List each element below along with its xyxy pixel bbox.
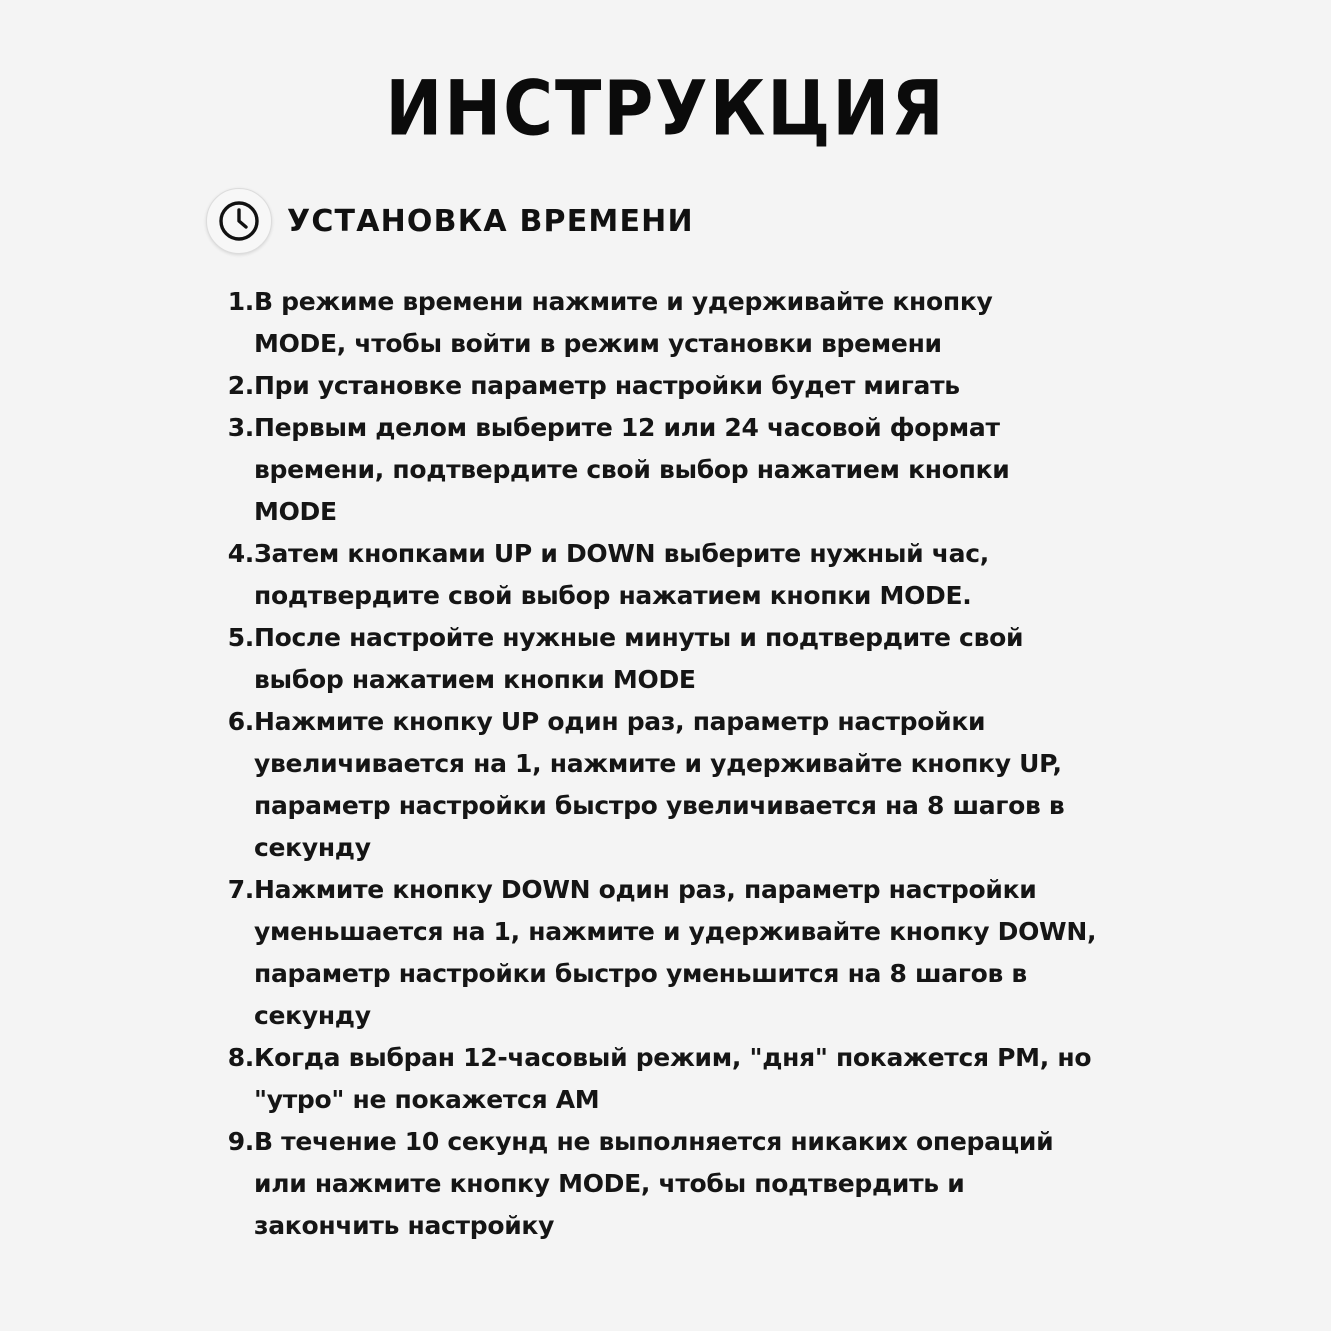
step-line: выбор нажатием кнопки MODE [254,665,696,694]
step-line: подтвердите свой выбор нажатием кнопки MODE. [254,581,972,610]
step-line: MODE [254,497,337,526]
step-text [254,617,1151,701]
step-line: В режиме времени нажмите и удерживайте кнопку [254,287,993,316]
section-header [206,187,694,255]
instruction-steps [206,281,1151,1247]
step-item [206,281,1151,365]
step-item [206,701,1151,869]
section-title: УСТАНОВКА ВРЕМЕНИ [287,203,694,239]
step-number: 9. [227,1127,254,1156]
step-line: В течение 10 секунд не выполняется никаких операций [254,1127,1054,1156]
step-text [254,1037,1151,1121]
step-line: уменьшается на 1, нажмите и удерживайте кнопку DOWN, [254,917,1097,946]
step-item [206,365,1151,407]
step-line: секунду [254,833,371,862]
step-line: параметр настройки быстро увеличивается на 8 шагов в [254,791,1065,820]
step-number: 7. [227,875,254,904]
step-number: 3. [227,413,254,442]
step-line: времени, подтвердите свой выбор нажатием кнопки [254,455,1010,484]
step-line: "утро" не покажется AM [254,1085,600,1114]
step-text [254,869,1151,1037]
step-line: секунду [254,1001,371,1030]
step-number: 1. [227,287,254,316]
step-line: При установке параметр настройки будет мигать [254,371,960,400]
step-number: 4. [227,539,254,568]
step-text [254,281,1151,365]
page-title: ИНСТРУКЦИЯ [385,65,946,154]
step-line: MODE, чтобы войти в режим установки времени [254,329,942,358]
step-number: 5. [227,623,254,652]
step-text [254,533,1151,617]
step-text [254,1121,1151,1247]
clock-icon [206,188,272,254]
step-text [254,365,1151,407]
step-item [206,1037,1151,1121]
step-item [206,869,1151,1037]
step-line: закончить настройку [254,1211,555,1240]
step-line: Затем кнопками UP и DOWN выберите нужный час, [254,539,989,568]
step-item [206,533,1151,617]
step-line: Первым делом выберите 12 или 24 часовой формат [254,413,1000,442]
step-item [206,1121,1151,1247]
step-line: Нажмите кнопку DOWN один раз, параметр настройки [254,875,1037,904]
step-line: После настройте нужные минуты и подтвердите свой [254,623,1024,652]
step-number: 6. [227,707,254,736]
step-line: параметр настройки быстро уменьшится на 8 шагов в [254,959,1027,988]
step-item [206,407,1151,533]
step-line: Когда выбран 12-часовый режим, "дня" покажется PM, но [254,1043,1092,1072]
step-line: или нажмите кнопку MODE, чтобы подтвердить и [254,1169,965,1198]
step-text [254,701,1151,869]
step-text [254,407,1151,533]
step-number: 8. [227,1043,254,1072]
step-number: 2. [227,371,254,400]
step-line: увеличивается на 1, нажмите и удерживайте кнопку UP, [254,749,1062,778]
step-line: Нажмите кнопку UP один раз, параметр настройки [254,707,986,736]
step-item [206,617,1151,701]
